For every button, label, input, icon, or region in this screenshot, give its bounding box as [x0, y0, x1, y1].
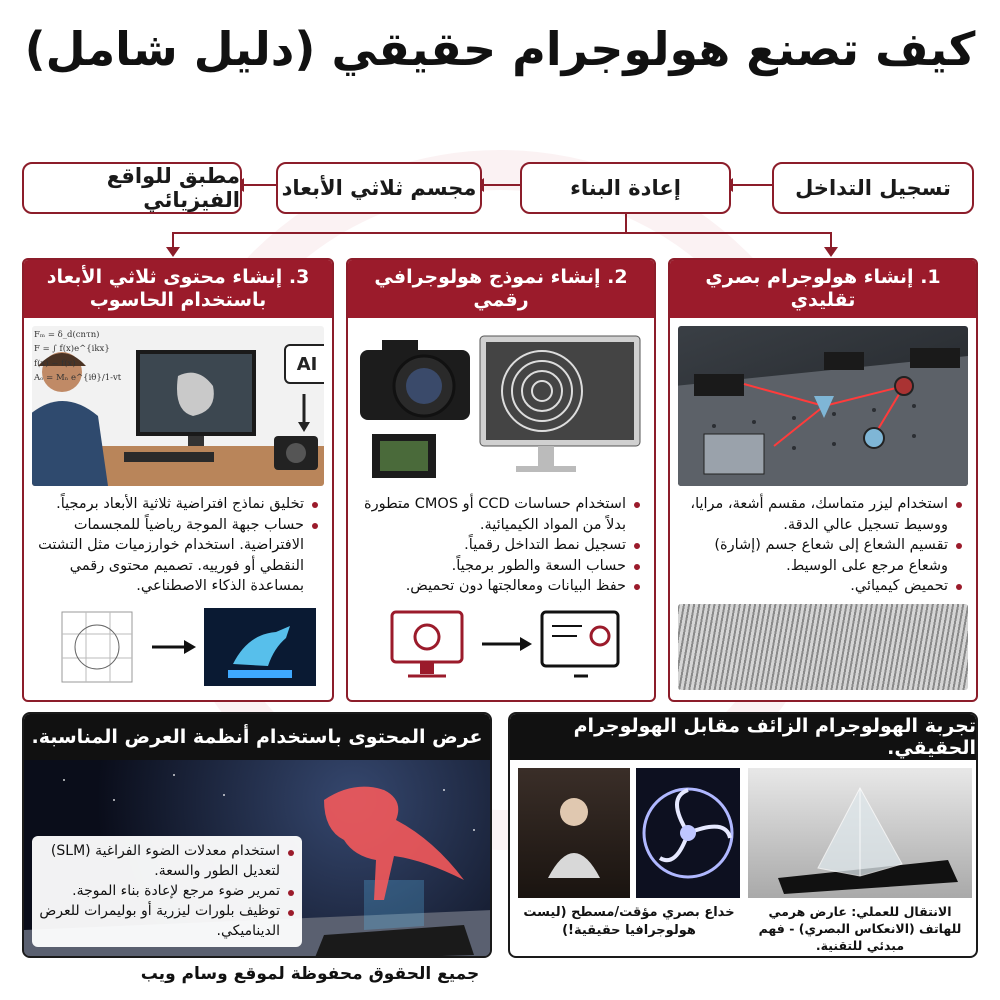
phone-pyramid-illustration	[748, 768, 972, 898]
computer-workstation-image	[32, 326, 324, 486]
person-projection-illustration	[518, 768, 630, 898]
flow-step-reconstruction: إعادة البناء	[520, 162, 731, 214]
optical-table-image	[678, 326, 968, 486]
optical-bullet: تقسيم الشعاع إلى شعاع جسم (إشارة) وشعاع مرجع على الوسيط.	[680, 535, 962, 576]
optical-bullet: تحميض كيميائي.	[680, 576, 962, 597]
branch-stem	[625, 214, 627, 232]
display-bullet: استخدام معدلات الضوء الفراغية (SLM) لتعديل الطور والسعة.	[36, 842, 294, 882]
flow-step-physical: مطبق للواقع الفيزيائي	[22, 162, 242, 214]
digital-workflow-icons	[356, 604, 646, 690]
formula-list	[34, 328, 121, 386]
camera-sensor-illustration	[356, 326, 646, 486]
formula: Fₘ = δ_d(cnτn)	[34, 330, 100, 340]
laser-setup-illustration	[678, 326, 968, 486]
digital-bullet: تسجيل نمط التداخل رقمياً.	[358, 535, 640, 556]
branch-line	[172, 232, 832, 234]
led-fan-image	[636, 768, 740, 898]
panel-fake-vs-real	[508, 712, 978, 958]
ai-chip-icon: AI	[284, 344, 324, 384]
branch-arrow-left	[172, 232, 174, 248]
display-hologram-image	[24, 760, 492, 958]
panel-computer-hologram	[22, 258, 334, 702]
panel-computer-title: 3. إنشاء محتوى ثلاثي الأبعاد باستخدام الحاسوب	[24, 260, 332, 318]
pepper-ghost-image	[518, 768, 630, 898]
computer-bullet: حساب جبهة الموجة رياضياً للمجسمات الافتراضية. استخدام خوارزميات مثل التشتت النقطي أو فورييه. تصميم محتوى رقمي بمساعدة الذكاء الاصطناعي.	[34, 515, 318, 597]
optical-bullet: استخدام ليزر متماسك، مقسم أشعة، مرايا، ووسيط تسجيل عالي الدقة.	[680, 494, 962, 535]
led-fan-illustration	[636, 768, 740, 898]
flow-step-3d-object: مجسم ثلاثي الأبعاد	[276, 162, 482, 214]
caption-pyramid-viewer: الانتقال للعملي: عارض هرمي للهاتف (الانعكاس البصري) - فهم مبدئي للتقنية.	[758, 904, 962, 953]
wireframe-to-hologram-image	[32, 604, 324, 690]
panel-digital-hologram	[346, 258, 656, 702]
formula: Aₒ = Mₙ e^{iθ}/1-vt	[34, 373, 122, 384]
copyright-footer: جميع الحقوق محفوظة لموقع وسام ويب	[140, 964, 480, 984]
formula: F = ∫ f(x)e^{ikx}	[34, 344, 110, 355]
flow-step-interference: تسجيل التداخل	[772, 162, 974, 214]
display-bullets-box	[32, 836, 302, 947]
fake-panel-title: تجربة الهولوجرام الزائف مقابل الهولوجرام الحقيقي.	[510, 714, 976, 760]
interference-pattern-image	[678, 604, 968, 690]
digital-bullet: حفظ البيانات ومعالجتها دون تحميض.	[358, 576, 640, 597]
formula: f(x) ~ f(x)	[34, 358, 76, 369]
flow-arrow-3	[242, 184, 276, 186]
computer-to-screen-icons	[356, 604, 646, 690]
panel-optical-hologram	[668, 258, 978, 702]
panel-digital-title: 2. إنشاء نموذج هولوجرافي رقمي	[348, 260, 654, 318]
digital-bullet: حساب السعة والطور برمجياً.	[358, 556, 640, 577]
branch-arrow-right	[830, 232, 832, 248]
computer-bullet-list	[24, 486, 332, 597]
display-panel-title: عرض المحتوى باستخدام أنظمة العرض المناسبة.	[24, 714, 490, 760]
panel-optical-title: 1. إنشاء هولوجرام بصري تقليدي	[670, 260, 976, 318]
flow-arrow-2	[482, 184, 520, 186]
optical-bullet-list	[670, 486, 976, 597]
display-bullet: توظيف بلورات ليزرية أو بوليمرات للعرض الديناميكي.	[36, 902, 294, 942]
display-bullet-list	[36, 842, 294, 941]
digital-bullet: استخدام حساسات CCD أو CMOS متطورة بدلاً من المواد الكيميائية.	[358, 494, 640, 535]
digital-bullet-list	[348, 486, 654, 597]
panel-display-systems	[22, 712, 492, 958]
phone-pyramid-image	[748, 768, 972, 898]
display-bullet: تمرير ضوء مرجع لإعادة بناء الموجة.	[36, 882, 294, 902]
camera-monitor-image	[356, 326, 646, 486]
page-title: كيف تصنع هولوجرام حقيقي (دليل شامل)	[24, 22, 976, 76]
flow-arrow-1	[731, 184, 772, 186]
caption-fake-hologram: خداع بصري مؤقت/مسطح (ليست هولوجرافيا حقيقية!)	[523, 905, 735, 938]
computer-bullet: تخليق نماذج افتراضية ثلاثية الأبعاد برمجياً.	[34, 494, 318, 515]
wireframe-dinosaur-illustration	[32, 604, 324, 690]
